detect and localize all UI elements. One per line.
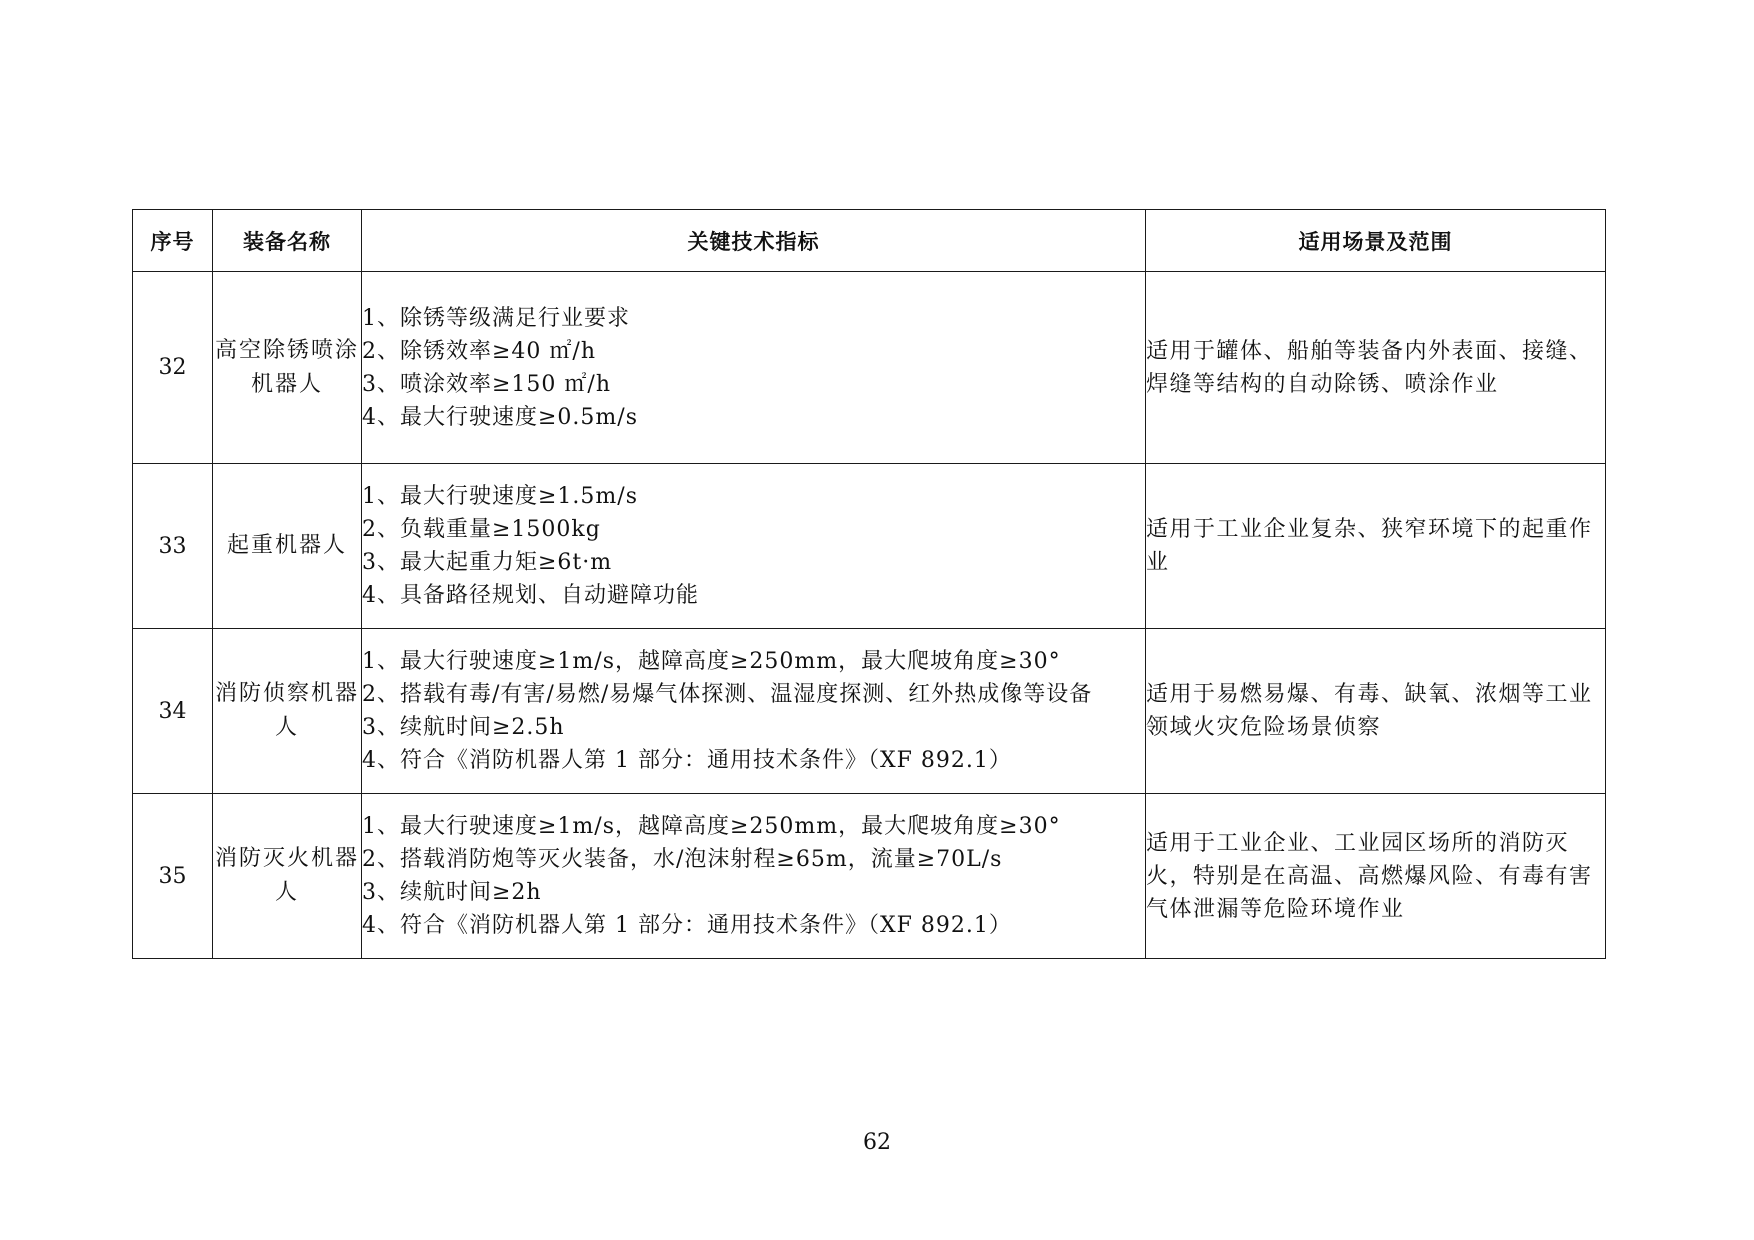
spec-line: 1、最大行驶速度≥1m/s，越障高度≥250mm，最大爬坡角度≥30° bbox=[362, 814, 1061, 839]
scope-text: 适用于工业企业、工业园区场所的消防灭火，特别是在高温、高燃爆风险、有毒有害气体泄漏等危险环境作业 bbox=[1146, 794, 1606, 959]
spec-line: 3、续航时间≥2h bbox=[362, 880, 542, 905]
header-key-specs: 关键技术指标 bbox=[362, 210, 1146, 272]
spec-line: 3、续航时间≥2.5h bbox=[362, 715, 565, 740]
scope-text: 适用于易燃易爆、有毒、缺氧、浓烟等工业领域火灾危险场景侦察 bbox=[1146, 629, 1606, 794]
spec-line: 2、负载重量≥1500kg bbox=[362, 517, 601, 542]
key-specs bbox=[362, 272, 1146, 464]
scope-text: 适用于工业企业复杂、狭窄环境下的起重作业 bbox=[1146, 464, 1606, 629]
page-number: 62 bbox=[863, 1130, 891, 1155]
row-number: 33 bbox=[133, 464, 213, 629]
spec-line: 1、除锈等级满足行业要求 bbox=[362, 305, 630, 331]
spec-line: 4、具备路径规划、自动避障功能 bbox=[362, 583, 699, 608]
key-specs bbox=[362, 629, 1146, 794]
equipment-table bbox=[132, 209, 1606, 959]
spec-line: 4、最大行驶速度≥0.5m/s bbox=[362, 404, 638, 430]
equipment-name: 高空除锈喷涂机器人 bbox=[213, 272, 362, 464]
header-number: 序号 bbox=[133, 210, 213, 272]
key-specs bbox=[362, 794, 1146, 959]
row-number: 35 bbox=[133, 794, 213, 959]
table-row bbox=[133, 272, 1606, 464]
spec-line: 3、喷涂效率≥150 ㎡/h bbox=[362, 371, 611, 397]
table-row bbox=[133, 794, 1606, 959]
spec-line: 4、符合《消防机器人第 1 部分：通用技术条件》（XF 892.1） bbox=[362, 913, 1012, 938]
equipment-name: 起重机器人 bbox=[213, 464, 362, 629]
spec-line: 1、最大行驶速度≥1m/s，越障高度≥250mm，最大爬坡角度≥30° bbox=[362, 649, 1061, 674]
table-header-row bbox=[133, 210, 1606, 272]
spec-line: 1、最大行驶速度≥1.5m/s bbox=[362, 484, 638, 509]
header-scope: 适用场景及范围 bbox=[1146, 210, 1606, 272]
row-number: 34 bbox=[133, 629, 213, 794]
equipment-name: 消防侦察机器人 bbox=[213, 629, 362, 794]
spec-line: 2、搭载消防炮等灭火装备，水/泡沫射程≥65m，流量≥70L/s bbox=[362, 847, 1003, 872]
key-specs bbox=[362, 464, 1146, 629]
spec-line: 2、搭载有毒/有害/易燃/易爆气体探测、温湿度探测、红外热成像等设备 bbox=[362, 682, 1093, 707]
row-number: 32 bbox=[133, 272, 213, 464]
spec-line: 4、符合《消防机器人第 1 部分：通用技术条件》（XF 892.1） bbox=[362, 748, 1012, 773]
spec-line: 3、最大起重力矩≥6t·m bbox=[362, 550, 613, 575]
table-row bbox=[133, 464, 1606, 629]
spec-line: 2、除锈效率≥40 ㎡/h bbox=[362, 338, 596, 364]
scope-text: 适用于罐体、船舶等装备内外表面、接缝、焊缝等结构的自动除锈、喷涂作业 bbox=[1146, 272, 1606, 464]
equipment-name: 消防灭火机器人 bbox=[213, 794, 362, 959]
header-equipment-name: 装备名称 bbox=[213, 210, 362, 272]
table-row bbox=[133, 629, 1606, 794]
